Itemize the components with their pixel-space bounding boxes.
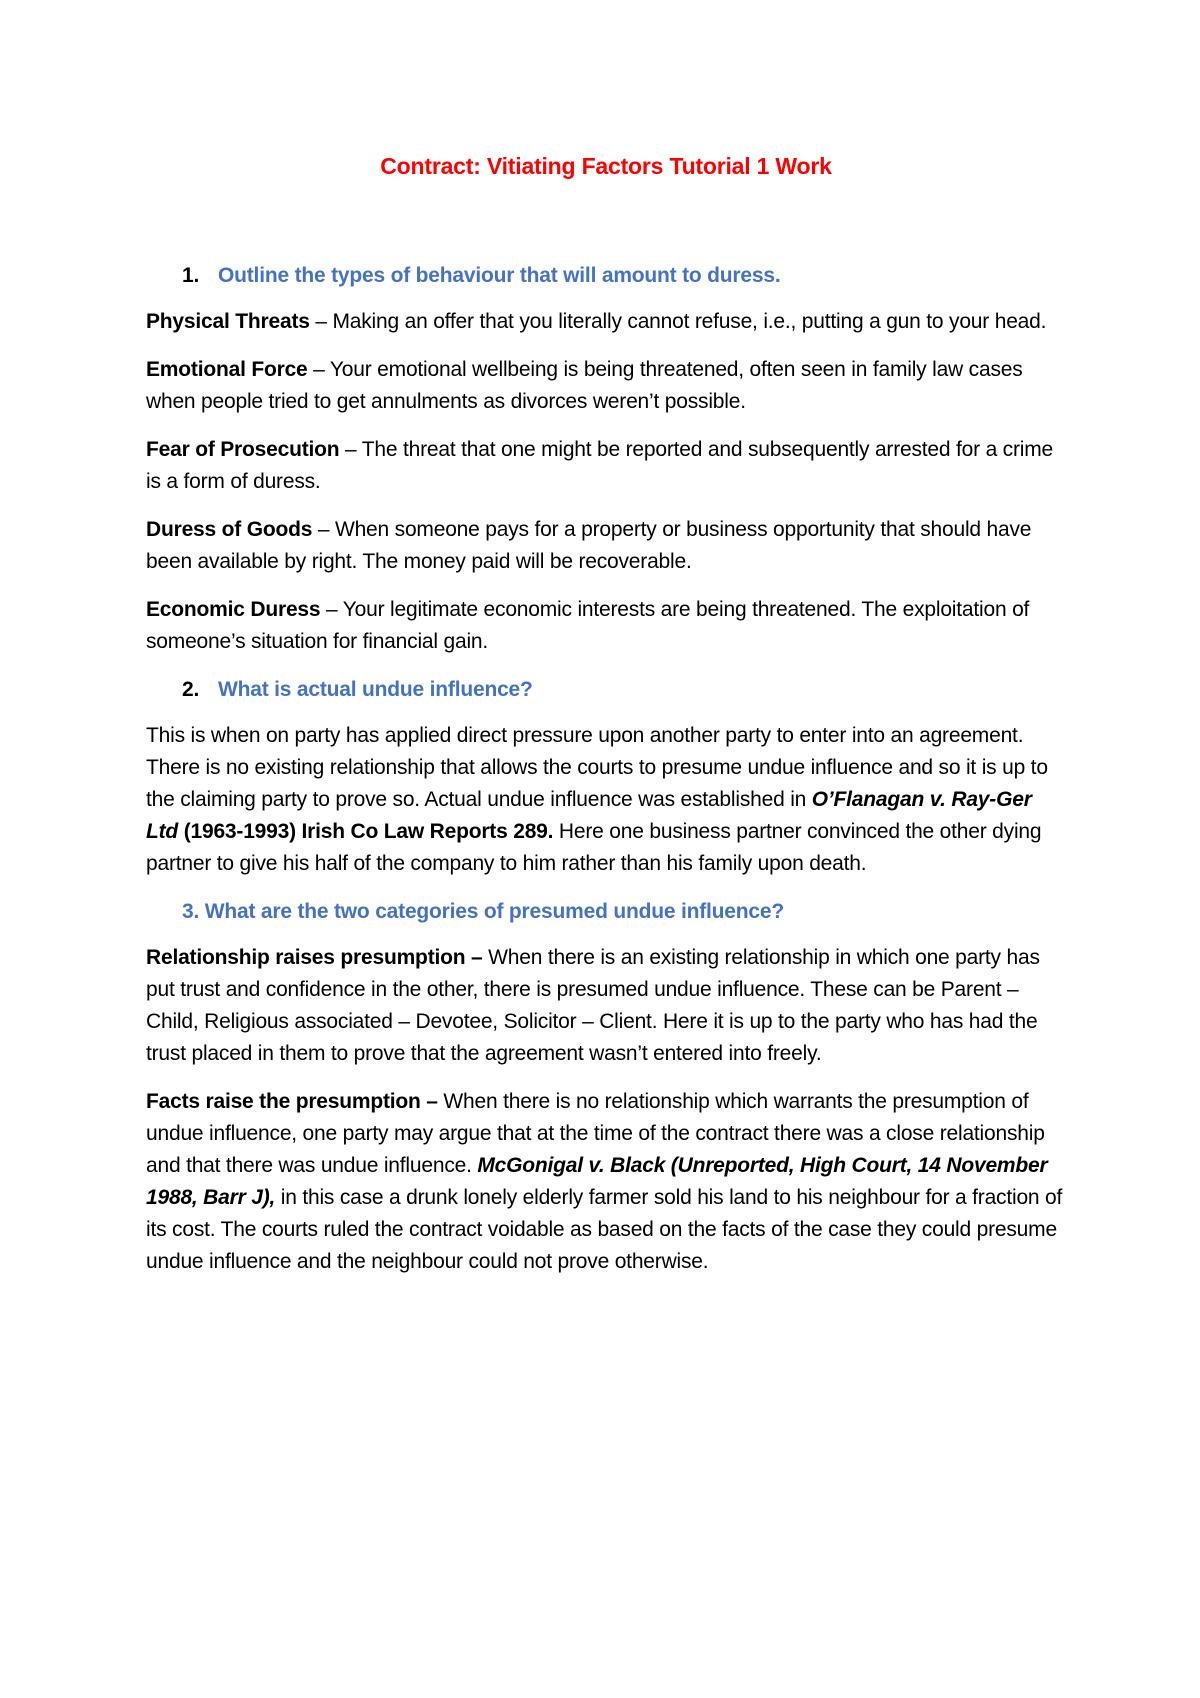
case-citation: (1963-1993) Irish Co Law Reports 289. [178, 820, 554, 843]
answer-text: This is when on party has applied direct pressure upon another party to enter into an agreement. There is no existing relationship that allows the courts to presume undue influence and so it is up to the claiming party to prove so. Actual undue influence was established in [146, 724, 1048, 811]
document-body [146, 150, 1066, 1294]
case-name: O’Flanagan v. Ray-Ger Ltd [146, 788, 1032, 843]
answer-text: Here one business partner convinced the other dying partner to give his half of the company to him rather than his family upon death. [146, 820, 1042, 875]
question-2 [146, 674, 1066, 706]
actual-undue-influence-answer [146, 720, 1066, 880]
duress-emotional-force [146, 354, 1066, 418]
duress-description: – Your emotional wellbeing is being threatened, often seen in family law cases when people tried to get annulments as divorces weren’t possible. [146, 358, 1023, 413]
question-1-number: 1. [182, 264, 200, 287]
question-3-text: 3. What are the two categories of presumed undue influence? [182, 900, 784, 923]
facts-presumption [146, 1086, 1066, 1278]
category-description: When there is an existing relationship in which one party has put trust and confidence in the other, there is presumed undue influence. These can be Parent – Child, Religious associated – Devotee, Solicitor – Client. Here it is up to the party who has had the trust placed in them to prove that the agreement wasn’t entered into freely. [146, 946, 1040, 1065]
document-title: Contract: Vitiating Factors Tutorial 1 Work [380, 153, 832, 179]
duress-term: Emotional Force [146, 358, 308, 381]
question-3 [146, 896, 1066, 928]
duress-fear-of-prosecution [146, 434, 1066, 498]
category-term: Relationship raises presumption – [146, 946, 483, 969]
duress-term: Duress of Goods [146, 518, 313, 541]
duress-description: – Making an offer that you literally cannot refuse, i.e., putting a gun to your head. [309, 310, 1047, 333]
question-1 [146, 260, 1066, 292]
category-description: in this case a drunk lonely elderly farmer sold his land to his neighbour for a fraction of its cost. The courts ruled the contract voidable as based on the facts of the case they could presume undue influence and the neighbour could not prove otherwise. [146, 1186, 1063, 1273]
duress-term: Physical Threats [146, 310, 310, 333]
duress-of-goods [146, 514, 1066, 578]
duress-description: – When someone pays for a property or business opportunity that should have been available by right. The money paid will be recoverable. [146, 518, 1032, 573]
duress-description: – The threat that one might be reported and subsequently arrested for a crime is a form of duress. [146, 438, 1054, 493]
duress-description: – Your legitimate economic interests are being threatened. The exploitation of someone’s situation for financial gain. [146, 598, 1030, 653]
case-name: McGonigal v. Black (Unreported, High Court, 14 November 1988, Barr J), [146, 1154, 1048, 1209]
question-1-text: Outline the types of behaviour that will amount to duress. [218, 264, 781, 287]
category-term: Facts raise the presumption – [146, 1090, 438, 1113]
duress-physical-threats [146, 306, 1066, 338]
category-description: When there is no relationship which warrants the presumption of undue influence, one party may argue that at the time of the contract there was a close relationship and that there was undue influence. [146, 1090, 1045, 1177]
question-2-number: 2. [182, 678, 200, 701]
duress-economic [146, 594, 1066, 658]
relationship-presumption [146, 942, 1066, 1070]
duress-term: Fear of Prosecution [146, 438, 340, 461]
duress-term: Economic Duress [146, 598, 321, 621]
question-2-text: What is actual undue influence? [218, 678, 533, 701]
